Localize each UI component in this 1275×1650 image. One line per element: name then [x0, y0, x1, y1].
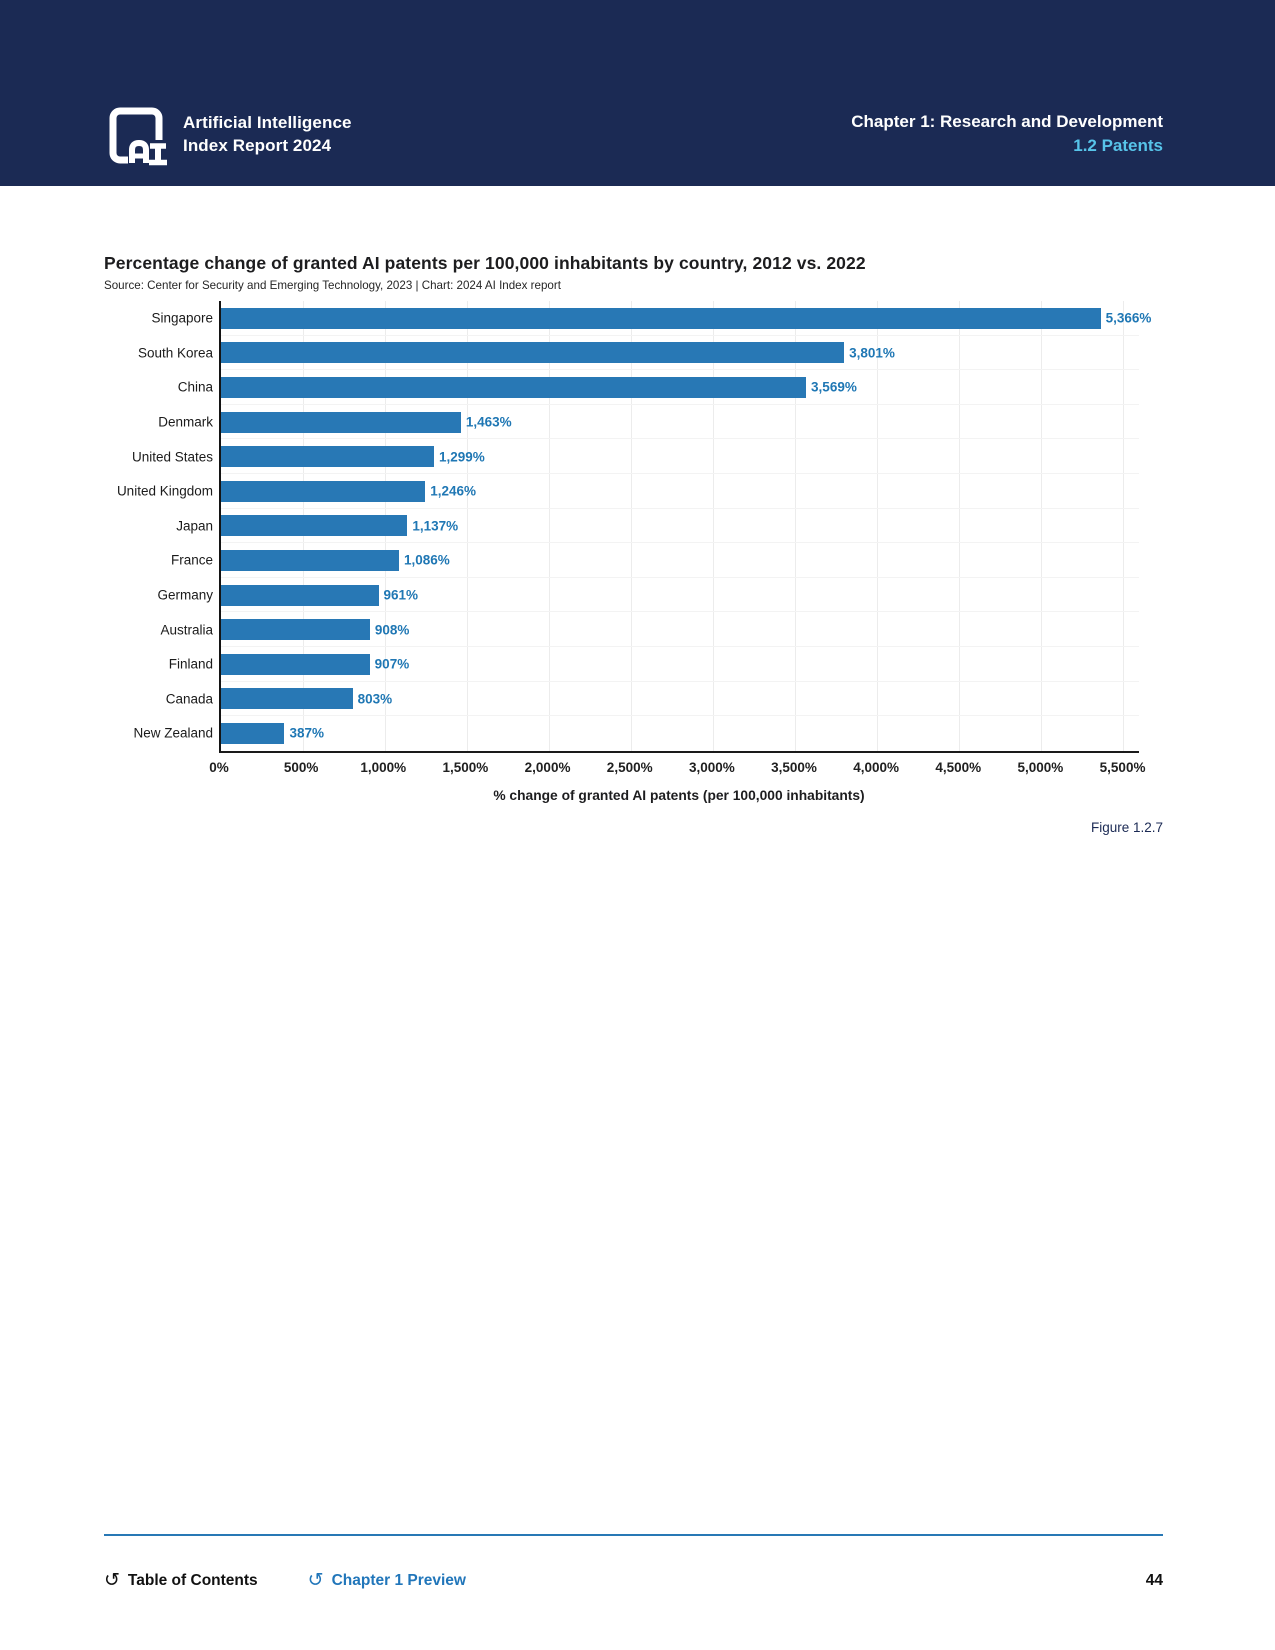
chart-source: Source: Center for Security and Emerging Technology, 2023 | Chart: 2024 AI Index report: [104, 279, 561, 292]
x-tick-label: 2,000%: [524, 759, 571, 775]
header-band: [0, 0, 1275, 186]
undo-arrow-icon: ↺: [307, 1568, 324, 1591]
bar-value-label: 387%: [289, 725, 324, 741]
bar-row: [116, 474, 1139, 509]
report-brand: [183, 111, 352, 157]
country-label: Singapore: [151, 310, 213, 326]
country-label: United Kingdom: [116, 483, 213, 499]
footer-divider: [104, 1534, 1163, 1536]
bar-value-label: 803%: [357, 691, 393, 707]
x-tick-label: 3,500%: [771, 759, 817, 775]
chapter-preview-label: Chapter 1 Preview: [331, 1572, 466, 1589]
bar-row: [158, 405, 1139, 440]
country-label: France: [170, 552, 213, 568]
country-label: Germany: [157, 587, 213, 603]
x-tick-label: 1,000%: [360, 759, 407, 775]
plot-area: [116, 301, 1152, 753]
x-tick-label: 500%: [283, 759, 319, 775]
country-label: United States: [131, 449, 213, 465]
bar-row: [176, 509, 1139, 544]
undo-arrow-icon: ↺: [104, 1568, 120, 1591]
bar-row: [168, 647, 1139, 682]
bar: [221, 688, 353, 709]
bar-row: [165, 682, 1139, 717]
bar-value-label: 3,801%: [849, 345, 895, 361]
bar: [221, 342, 844, 363]
bar-value-label: 1,299%: [438, 449, 485, 465]
bar: [221, 654, 370, 675]
bar-chart: [104, 301, 1163, 803]
bar-row: [131, 439, 1139, 474]
table-of-contents-link[interactable]: [104, 1568, 258, 1591]
chart-section: [104, 253, 1163, 835]
bar: [221, 446, 434, 467]
bar-row: [137, 336, 1139, 371]
bar-value-label: 1,086%: [404, 552, 450, 568]
bar: [221, 550, 399, 571]
x-tick-label: 5,500%: [1099, 759, 1146, 775]
bar: [221, 515, 407, 536]
chapter-title: Chapter 1: Research and Development: [851, 112, 1163, 131]
bar-row: [133, 716, 1139, 751]
bar-row: [177, 370, 1139, 405]
x-tick-label: 4,500%: [935, 759, 982, 775]
bar-value-label: 3,569%: [811, 379, 857, 395]
bar: [221, 723, 284, 744]
country-label: South Korea: [137, 345, 213, 361]
footer: [104, 1566, 1163, 1596]
bar-value-label: 908%: [374, 622, 410, 638]
country-label: China: [177, 379, 213, 395]
chart-title: Percentage change of granted AI patents per 100,000 inhabitants by country, 2012 vs. 2022: [104, 253, 866, 273]
section-title: 1.2 Patents: [1073, 136, 1163, 155]
bar-row: [157, 578, 1139, 613]
bar: [221, 619, 370, 640]
country-label: Canada: [165, 691, 213, 707]
country-label: Denmark: [158, 414, 213, 430]
bar-value-label: 907%: [374, 656, 410, 672]
x-axis-title: % change of granted AI patents (per 100,000 inhabitants): [493, 787, 865, 803]
bar-row: [170, 543, 1139, 578]
x-tick-label: 4,000%: [853, 759, 900, 775]
bar: [221, 585, 379, 606]
figure-label: Figure 1.2.7: [1090, 819, 1163, 835]
x-axis-ticks: [209, 759, 1146, 777]
brand-line2: Index Report 2024: [183, 136, 332, 155]
bar-value-label: 1,137%: [412, 518, 459, 534]
page-number: 44: [1145, 1572, 1163, 1589]
bar-value-label: 961%: [383, 587, 419, 603]
table-of-contents-label: Table of Contents: [127, 1572, 258, 1589]
x-tick-label: 3,000%: [688, 759, 735, 775]
bar: [221, 377, 806, 398]
country-label: New Zealand: [133, 725, 213, 741]
x-tick-label: 2,500%: [606, 759, 653, 775]
brand-line1: Artificial Intelligence: [183, 113, 352, 132]
bar-row: [151, 301, 1152, 336]
bar-value-label: 1,246%: [430, 483, 477, 499]
bar-row: [160, 612, 1139, 647]
ai-index-logo-icon: [104, 102, 168, 166]
chapter-preview-link[interactable]: [307, 1568, 466, 1591]
bar-value-label: 5,366%: [1105, 310, 1152, 326]
x-tick-label: 1,500%: [442, 759, 489, 775]
x-tick-label: 5,000%: [1017, 759, 1064, 775]
country-label: Japan: [176, 518, 213, 534]
country-label: Finland: [168, 656, 213, 672]
bar-value-label: 1,463%: [465, 414, 512, 430]
bar: [221, 412, 461, 433]
bar: [221, 481, 425, 502]
bar: [221, 308, 1101, 329]
x-tick-label: 0%: [209, 759, 229, 775]
country-label: Australia: [160, 622, 213, 638]
